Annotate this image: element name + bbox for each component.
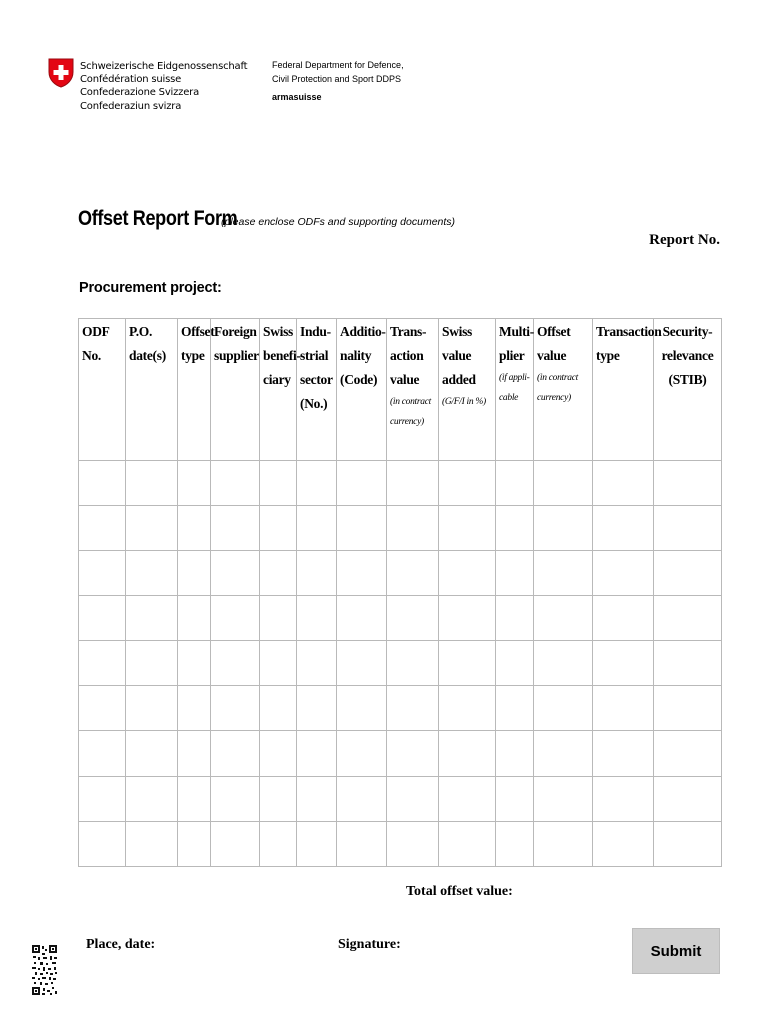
- header-line: (No.): [300, 396, 328, 411]
- table-cell[interactable]: [496, 595, 534, 640]
- table-row: [79, 686, 722, 731]
- department-line: Civil Protection and Sport DDPS: [272, 74, 402, 84]
- table-cell[interactable]: [337, 460, 387, 505]
- header-note: currency): [390, 417, 424, 427]
- table-cell[interactable]: [260, 505, 297, 550]
- table-cell[interactable]: [439, 460, 496, 505]
- table-cell[interactable]: [260, 550, 297, 595]
- table-cell[interactable]: [178, 595, 211, 640]
- table-cell[interactable]: [387, 505, 439, 550]
- table-cell[interactable]: [178, 550, 211, 595]
- table-cell[interactable]: [337, 731, 387, 776]
- header-note: (G/F/I in %): [442, 397, 486, 407]
- header-line: strial: [300, 348, 329, 363]
- table-cell[interactable]: [178, 731, 211, 776]
- table-cell[interactable]: [496, 550, 534, 595]
- header-line: Security-: [662, 324, 713, 339]
- table-cell[interactable]: [260, 641, 297, 686]
- header-line: Additio-: [340, 324, 386, 339]
- table-cell[interactable]: [496, 686, 534, 731]
- table-row: [79, 550, 722, 595]
- table-cell[interactable]: [337, 505, 387, 550]
- table-row: [79, 505, 722, 550]
- header-line: date(s): [129, 348, 166, 363]
- report-number-label: Report No.: [649, 232, 720, 248]
- table-cell[interactable]: [126, 641, 178, 686]
- table-cell[interactable]: [79, 821, 126, 866]
- header-line: supplier: [214, 348, 259, 363]
- header-line: ciary: [263, 372, 291, 387]
- header-line: value: [442, 348, 472, 363]
- table-cell[interactable]: [387, 550, 439, 595]
- table-cell[interactable]: [387, 460, 439, 505]
- header-line: nality: [340, 348, 372, 363]
- table-cell[interactable]: [534, 550, 593, 595]
- column-header-swiss-beneficiary: [260, 319, 301, 461]
- table-cell[interactable]: [178, 460, 211, 505]
- header-note: (in contract: [537, 373, 578, 383]
- table-cell[interactable]: [260, 686, 297, 731]
- table-cell[interactable]: [337, 595, 387, 640]
- table-cell[interactable]: [496, 731, 534, 776]
- form-title: Offset Report Form: [78, 207, 238, 230]
- confederation-line: Confédération suisse: [80, 74, 182, 86]
- table-row: [79, 776, 722, 821]
- total-offset-value-label: Total offset value:: [406, 884, 513, 899]
- table-cell[interactable]: [654, 460, 722, 505]
- table-cell[interactable]: [126, 550, 178, 595]
- table-cell[interactable]: [654, 505, 722, 550]
- table-cell[interactable]: [387, 731, 439, 776]
- table-cell[interactable]: [593, 505, 654, 550]
- procurement-project-label: Procurement project:: [79, 280, 222, 296]
- table-cell[interactable]: [211, 821, 260, 866]
- table-cell[interactable]: [496, 460, 534, 505]
- header-line: Swiss: [263, 324, 294, 339]
- place-date-label: Place, date:: [86, 937, 156, 952]
- table-cell[interactable]: [387, 776, 439, 821]
- header-line: Indu-: [300, 324, 331, 339]
- header-line: No.: [82, 348, 101, 363]
- header-line: (Code): [340, 372, 378, 387]
- header-line: Swiss: [442, 324, 473, 339]
- table-cell[interactable]: [593, 641, 654, 686]
- table-cell[interactable]: [126, 460, 178, 505]
- column-header-odf-no: [79, 319, 126, 461]
- table-cell[interactable]: [211, 686, 260, 731]
- table-cell[interactable]: [126, 505, 178, 550]
- header-line: value: [390, 372, 420, 387]
- department-line: Federal Department for Defence,: [272, 60, 404, 70]
- table-row: [79, 821, 722, 866]
- table-cell[interactable]: [297, 641, 337, 686]
- column-header-industrial-sector: [297, 319, 337, 461]
- header-line: plier: [499, 348, 525, 363]
- table-cell[interactable]: [496, 641, 534, 686]
- header-line: ODF: [82, 324, 110, 339]
- table-cell[interactable]: [387, 686, 439, 731]
- column-header-security-relevance: [654, 319, 722, 461]
- column-header-swiss-value-added: [439, 319, 496, 461]
- table-cell[interactable]: [654, 821, 722, 866]
- table-cell[interactable]: [126, 686, 178, 731]
- table-cell[interactable]: [260, 595, 297, 640]
- header-line: Offset: [537, 324, 571, 339]
- table-cell[interactable]: [79, 595, 126, 640]
- table-cell[interactable]: [337, 641, 387, 686]
- table-cell[interactable]: [534, 686, 593, 731]
- table-cell[interactable]: [654, 550, 722, 595]
- header-line: action: [390, 348, 424, 363]
- table-cell[interactable]: [260, 460, 297, 505]
- header-line: Transaction: [596, 324, 662, 339]
- column-header-multiplier: [496, 319, 534, 461]
- table-cell[interactable]: [593, 550, 654, 595]
- form-title-note: (please enclose ODFs and supporting documents): [221, 216, 456, 228]
- header-note: (if appli-: [499, 373, 530, 383]
- header-line: Trans-: [390, 324, 427, 339]
- table-cell[interactable]: [439, 776, 496, 821]
- table-cell[interactable]: [593, 821, 654, 866]
- confederation-names: [80, 60, 247, 113]
- table-cell[interactable]: [534, 595, 593, 640]
- table-cell[interactable]: [337, 686, 387, 731]
- table-cell[interactable]: [593, 595, 654, 640]
- table-cell[interactable]: [439, 821, 496, 866]
- table-cell[interactable]: [387, 595, 439, 640]
- table-cell[interactable]: [496, 505, 534, 550]
- table-cell[interactable]: [439, 595, 496, 640]
- table-cell[interactable]: [654, 595, 722, 640]
- table-cell[interactable]: [211, 460, 260, 505]
- table-cell[interactable]: [178, 686, 211, 731]
- table-row: [79, 731, 722, 776]
- table-cell[interactable]: [593, 686, 654, 731]
- confederation-line: Schweizerische Eidgenossenschaft: [80, 61, 248, 72]
- table-cell[interactable]: [593, 776, 654, 821]
- header-line: type: [596, 348, 620, 363]
- header-line: type: [181, 348, 205, 363]
- header-line: Offset: [181, 324, 215, 339]
- column-header-offset-type: [178, 319, 215, 461]
- table-cell[interactable]: [297, 821, 337, 866]
- table-cell[interactable]: [79, 641, 126, 686]
- agency-name: armasuisse: [272, 92, 322, 102]
- header-note: currency): [537, 393, 571, 403]
- table-cell[interactable]: [496, 776, 534, 821]
- table-cell[interactable]: [439, 686, 496, 731]
- table-cell[interactable]: [211, 550, 260, 595]
- swiss-coat-of-arms-icon: [48, 58, 74, 88]
- offset-report-table: [78, 318, 722, 867]
- column-header-additionality: [337, 319, 387, 461]
- form-title-block: [78, 207, 456, 231]
- table-cell[interactable]: [126, 776, 178, 821]
- header-line: added: [442, 372, 476, 387]
- table-cell[interactable]: [496, 821, 534, 866]
- table-cell[interactable]: [79, 550, 126, 595]
- header-line: P.O.: [129, 324, 153, 339]
- table-cell[interactable]: [439, 550, 496, 595]
- table-cell[interactable]: [178, 776, 211, 821]
- table-cell[interactable]: [337, 776, 387, 821]
- table-cell[interactable]: [534, 821, 593, 866]
- table-row: [79, 641, 722, 686]
- table-cell[interactable]: [297, 505, 337, 550]
- table-cell[interactable]: [534, 460, 593, 505]
- table-cell[interactable]: [211, 595, 260, 640]
- table-cell[interactable]: [211, 505, 260, 550]
- table-cell[interactable]: [534, 731, 593, 776]
- table-cell[interactable]: [593, 731, 654, 776]
- column-header-transaction-type: [593, 319, 662, 461]
- table-cell[interactable]: [654, 686, 722, 731]
- department-block: [272, 58, 404, 104]
- column-header-offset-value: [534, 319, 593, 461]
- table-cell[interactable]: [178, 821, 211, 866]
- table-cell[interactable]: [297, 686, 337, 731]
- table-cell[interactable]: [126, 821, 178, 866]
- table-cell[interactable]: [178, 505, 211, 550]
- table-cell[interactable]: [534, 505, 593, 550]
- table-cell[interactable]: [297, 460, 337, 505]
- confederation-line: Confederazione Svizzera: [80, 87, 199, 99]
- table-cell[interactable]: [79, 505, 126, 550]
- table-cell[interactable]: [439, 731, 496, 776]
- header-line: sector: [300, 372, 333, 387]
- table-cell[interactable]: [654, 776, 722, 821]
- table-cell[interactable]: [337, 550, 387, 595]
- table-cell[interactable]: [387, 821, 439, 866]
- table-cell[interactable]: [297, 550, 337, 595]
- table-cell[interactable]: [439, 641, 496, 686]
- column-header-po-dates: [126, 319, 178, 461]
- header-line: relevance: [661, 348, 714, 363]
- table-cell[interactable]: [126, 595, 178, 640]
- table-header-row: [79, 319, 722, 461]
- table-cell[interactable]: [297, 776, 337, 821]
- header-line: (STIB): [668, 372, 707, 387]
- header-note: (in contract: [390, 397, 431, 407]
- table-cell[interactable]: [260, 731, 297, 776]
- table-cell[interactable]: [337, 821, 387, 866]
- header-line: Foreign: [214, 324, 257, 339]
- table-cell[interactable]: [211, 731, 260, 776]
- table-cell[interactable]: [593, 460, 654, 505]
- table-cell[interactable]: [534, 641, 593, 686]
- confederation-line: Confederaziun svizra: [80, 100, 182, 112]
- table-cell[interactable]: [126, 731, 178, 776]
- table-row: [79, 460, 722, 505]
- table-cell[interactable]: [211, 641, 260, 686]
- table-row: [79, 595, 722, 640]
- column-header-transaction-value: [387, 319, 439, 461]
- table-cell[interactable]: [534, 776, 593, 821]
- table-cell[interactable]: [178, 641, 211, 686]
- header-note: cable: [499, 393, 519, 403]
- table-cell[interactable]: [297, 731, 337, 776]
- header-line: benefi-: [263, 348, 301, 363]
- table-cell[interactable]: [654, 731, 722, 776]
- table-cell[interactable]: [79, 731, 126, 776]
- table-cell[interactable]: [297, 595, 337, 640]
- table-cell[interactable]: [79, 686, 126, 731]
- qr-code-icon: [31, 944, 58, 996]
- submit-button[interactable]: Submit: [632, 928, 720, 974]
- table-cell[interactable]: [79, 460, 126, 505]
- table-cell[interactable]: [211, 776, 260, 821]
- table-cell[interactable]: [439, 505, 496, 550]
- table-cell[interactable]: [260, 776, 297, 821]
- signature-label: Signature:: [338, 937, 401, 952]
- header-line: Multi-: [499, 324, 534, 339]
- table-cell[interactable]: [654, 641, 722, 686]
- header-line: value: [537, 348, 567, 363]
- column-header-foreign-supplier: [211, 319, 260, 461]
- table-cell[interactable]: [79, 776, 126, 821]
- table-cell[interactable]: [260, 821, 297, 866]
- table-cell[interactable]: [387, 641, 439, 686]
